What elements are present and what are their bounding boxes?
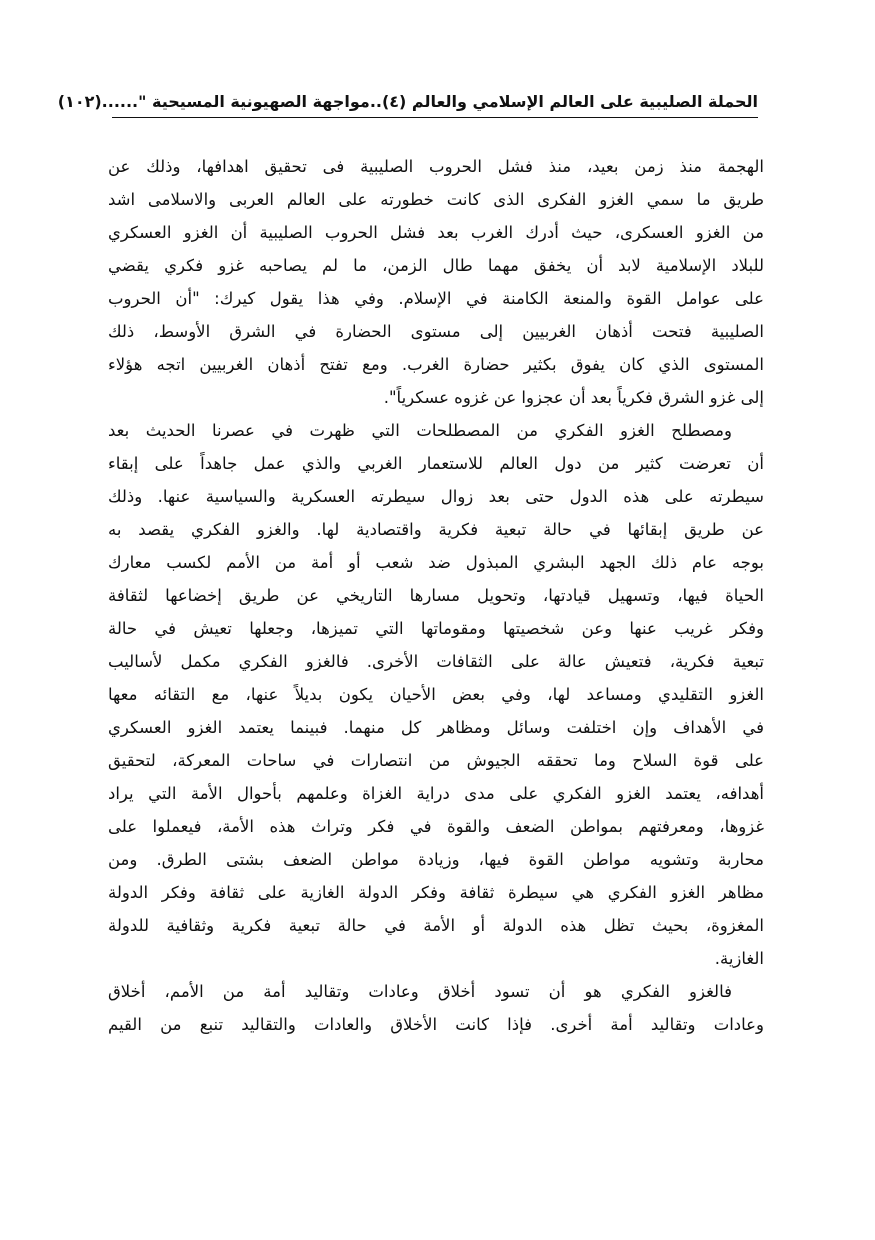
text-line: الغزو التقليدي ومساعد لها، وفي بعض الأحيان يكون بديلاً عنها، مع التقائه معها [108,685,764,704]
paragraph-3 [108,975,764,1041]
text-line: المستوى الذي كان يفوق بكثير حضارة الغرب. ومع تفتح أذهان الغربيين اتجه هؤلاء [108,355,764,374]
paragraph-2 [108,414,764,975]
text-line: الحياة فيها، وتسهيل قيادتها، وتحويل مسارها التاريخي عن طريق إخضاعها لثقافة [108,586,764,605]
text-line: أن تعرضت كثير من دول العالم للاستعمار الغربي والذي عمل جاهداً على إبقاء [108,454,764,473]
running-header [57,88,758,116]
text-line: أهدافه، يعتمد الغزو الفكري على مدى دراية الغزاة وعلمهم بأحوال الأمة التي يراد [108,784,764,803]
text-line: الغازية. [714,949,764,968]
text-line: طريق ما سمي الغزو الفكرى الذى كانت خطورته على العالم العربى والاسلامى اشد [108,190,764,209]
text-line: بوجه عام ذلك الجهد البشري المبذول ضد شعب أو أمة من الأمم لكسب معارك [108,553,764,572]
text-line: الهجمة منذ زمن بعيد، منذ فشل الحروب الصليبية فى تحقيق اهدافها، وذلك عن [108,157,764,176]
text-line: غزوها، ومعرفتهم بمواطن الضعف والقوة في فكر وتراث هذه الأمة، فيعملوا على [108,817,764,836]
text-line: فالغزو الفكري هو أن تسود أخلاق وعادات وتقاليد أمة من الأمم، أخلاق [108,982,732,1001]
text-line: في الأهداف وإن اختلفت وسائل ومظاهر كل منهما. فبينما يعتمد الغزو العسكري [108,718,764,737]
text-line: ومصطلح الغزو الفكري من المصطلحات التي ظهرت في عصرنا الحديث بعد [108,421,732,440]
text-line: من الغزو العسكرى، حيث أدرك الغرب بعد فشل الحروب الصليبية أن الغزو العسكري [108,223,764,242]
text-line: للبلاد الإسلامية لابد أن يخفق مهما طال الزمن، ما لم يصاحبه غزو فكري يقضي [108,256,764,275]
body-text [108,150,764,1041]
text-line: تبعية فكرية، فتعيش عالة على الثقافات الأخرى. فالغزو الفكري مكمل لأساليب [108,652,764,671]
text-line: سيطرته على هذه الدول حتى بعد زوال سيطرته العسكرية والسياسية عنها. وذلك [108,487,764,506]
text-line: إلى غزو الشرق فكرياً بعد أن عجزوا عن غزوه عسكرياً". [383,388,764,407]
text-line: مظاهر الغزو الفكري هي سيطرة ثقافة وفكر الدولة الغازية على ثقافة وفكر الدولة [108,883,764,902]
text-line: وفكر غريب عنها وعن شخصيتها ومقوماتها التي تميزها، وجعلها تعيش في حالة [108,619,764,638]
text-line: على قوة السلاح وما تحققه الجيوش من انتصارات في ساحات المعركة، لتحقيق [108,751,764,770]
paragraph-1 [108,150,764,414]
text-line: عن طريق إبقائها في حالة تبعية فكرية واقتصادية لها. والغزو الفكري يقصد به [108,520,764,539]
text-line: المغزوة، بحيث تظل هذه الدولة أو الأمة في حالة تبعية فكرية وثقافية للدولة [108,916,764,935]
page-number: (١٠٢) [57,92,102,111]
text-line: على عوامل القوة والمنعة الكامنة في الإسلام. وفي هذا يقول كيرك: "أن الحروب [108,289,764,308]
header-divider [112,117,758,118]
text-line: الصليبية فتحت أذهان الغربيين إلى مستوى الحضارة في الشرق الأوسط، ذلك [108,322,764,341]
header-title: الحملة الصليبية على العالم الإسلامي والعالم (٤)..مواجهة الصهيونية المسيحية "...... [101,92,758,111]
text-line: محاربة وتشويه مواطن القوة فيها، وزيادة مواطن الضعف بشتى الطرق. ومن [108,850,764,869]
text-line: وعادات وتقاليد أمة أخرى. فإذا كانت الأخلاق والعادات والتقاليد تنبع من القيم [108,1015,764,1034]
